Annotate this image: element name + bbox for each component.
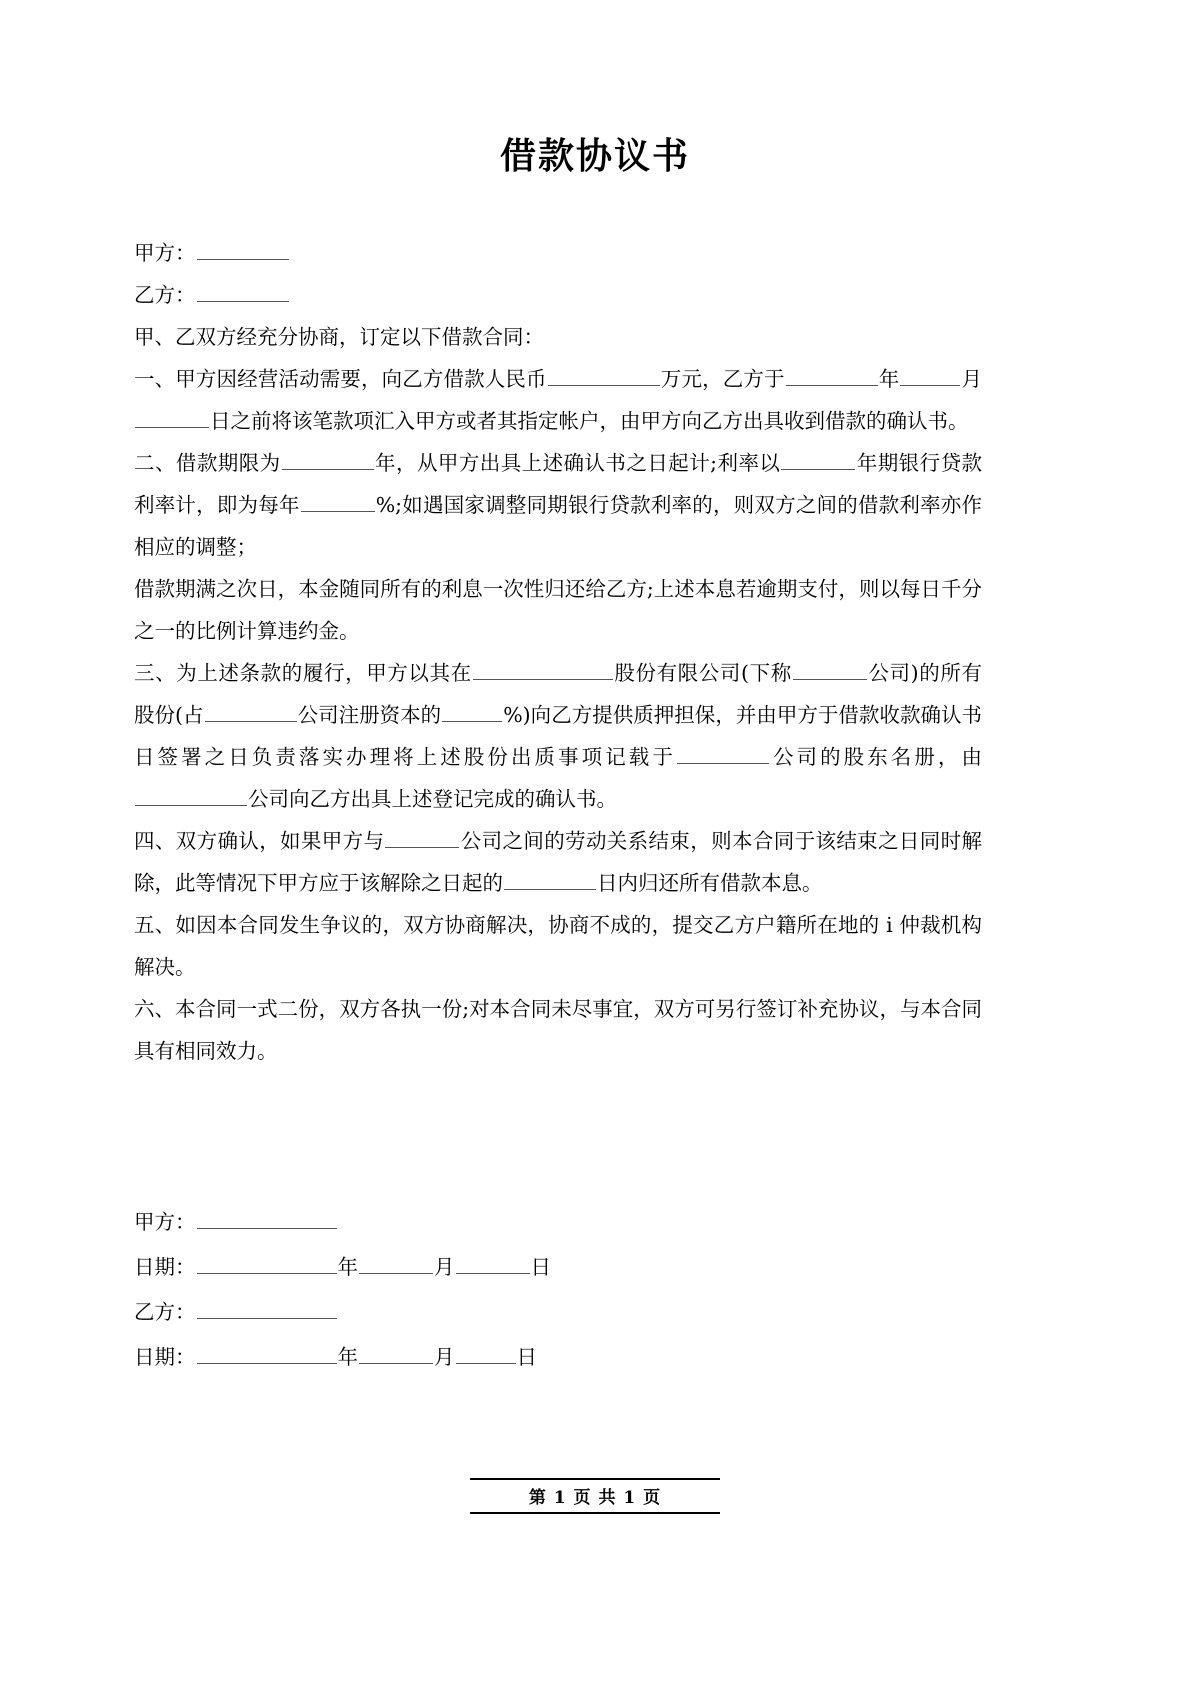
clause-2-seg-2: 年期银行贷款利率计，即为每年 (134, 451, 983, 517)
signature-block (134, 1200, 834, 1380)
clause-2 (134, 442, 982, 568)
signature-b-day-blank[interactable] (456, 1344, 516, 1364)
preamble: 甲、乙双方经充分协商，订定以下借款合同： (134, 325, 544, 349)
signature-party-a-date-label: 日期： (134, 1255, 196, 1279)
clause-1-seg-2: 年 (878, 367, 900, 391)
page-footer (0, 1478, 1190, 1514)
signature-party-a-date (134, 1245, 834, 1290)
page-title: 借款协议书 (499, 135, 690, 177)
signature-b-month-unit: 月 (434, 1345, 455, 1369)
signature-b-year-blank[interactable] (197, 1344, 337, 1364)
clause-1-seg-4: 日之前将该笔款项汇入甲方或者其指定帐户，由甲方向乙方出具收到借款的确认书。 (210, 409, 969, 433)
party-b-blank[interactable] (197, 282, 289, 302)
signature-b-day-unit: 日 (516, 1345, 537, 1369)
clause-3-seg-6: 公司向乙方出具上述登记完成的确认书。 (248, 787, 617, 811)
signature-a-month-blank[interactable] (359, 1254, 433, 1274)
signature-party-a-label: 甲方： (134, 1210, 196, 1234)
clause-3-issuer-company-blank[interactable] (135, 786, 247, 806)
signature-party-a-blank[interactable] (197, 1209, 337, 1229)
clause-3 (134, 652, 982, 820)
clause-4 (134, 820, 982, 904)
clause-2-rate-period-blank[interactable] (781, 450, 855, 470)
party-a-blank[interactable] (197, 240, 289, 260)
clause-1-year-blank[interactable] (786, 366, 878, 386)
party-a-line (134, 232, 982, 274)
signature-a-day-blank[interactable] (456, 1254, 530, 1274)
signature-a-year-blank[interactable] (197, 1254, 337, 1274)
clause-5: 五、如因本合同发生争议的，双方协商解决，协商不成的，提交乙方户籍所在地的 i 仲裁机构解决。 (134, 913, 982, 979)
clause-3-shortname-blank[interactable] (793, 660, 867, 680)
signature-party-b-label: 乙方： (134, 1300, 196, 1324)
document-body (134, 232, 982, 1072)
clause-3-capital-company-blank[interactable] (205, 702, 297, 722)
clause-4-seg-0: 四、双方确认，如果甲方与 (134, 829, 385, 853)
signature-party-b-date-label: 日期： (134, 1345, 196, 1369)
clause-4-company-blank[interactable] (385, 828, 459, 848)
clause-3-seg-3: 公司注册资本的 (297, 703, 442, 727)
signature-a-year-unit: 年 (337, 1255, 358, 1279)
clause-1-day-blank[interactable] (135, 408, 209, 428)
clause-1-seg-1: 万元，乙方于 (660, 367, 785, 391)
clause-3-percent-blank[interactable] (442, 702, 502, 722)
signature-b-year-unit: 年 (337, 1345, 358, 1369)
clause-2-seg-3: %;如遇国家调整同期银行贷款利率的，则双方之间的借款利率亦作相应的调整； (134, 493, 983, 559)
clause-2-seg-0: 二、借款期限为 (134, 451, 281, 475)
clause-1-seg-0: 一、甲方因经营活动需要，向乙方借款人民币 (134, 367, 547, 391)
signature-a-day-unit: 日 (530, 1255, 551, 1279)
signature-party-a (134, 1200, 834, 1245)
signature-party-b-blank[interactable] (197, 1299, 337, 1319)
clause-3-seg-2: 公司)的所有股份(占 (134, 661, 982, 727)
clause-3-company-blank[interactable] (473, 660, 613, 680)
signature-party-b-date (134, 1335, 834, 1380)
clause-4-seg-1: 公司之间的劳动关系结束，则本合同于该结束之日同时解除，此等情况下甲方应于该解除之日起的 (134, 829, 983, 895)
clause-4-seg-2: 日内归还所有借款本息。 (597, 871, 823, 895)
signature-party-b (134, 1290, 834, 1335)
clause-2-seg-1: 年，从甲方出具上述确认书之日起计;利率以 (374, 451, 781, 475)
clause-3-register-company-blank[interactable] (677, 744, 769, 764)
clause-3-seg-0: 三、为上述条款的履行，甲方以其在 (134, 661, 472, 685)
clause-3-seg-5: 公司的股东名册，由 (769, 745, 982, 769)
party-b-line (134, 274, 982, 316)
signature-b-month-blank[interactable] (359, 1344, 433, 1364)
clause-2-rate-blank[interactable] (301, 492, 375, 512)
clause-2-term-blank[interactable] (282, 450, 374, 470)
party-b-label: 乙方： (134, 283, 196, 307)
signature-a-month-unit: 月 (434, 1255, 455, 1279)
clause-3-seg-4: %)向乙方提供质押担保，并由甲方于借款收款确认书日签署之日负责落实办理将上述股份出质事项记载于 (134, 703, 982, 769)
clause-1-amount-blank[interactable] (548, 366, 660, 386)
clause-6: 六、本合同一式二份，双方各执一份;对本合同未尽事宜，双方可另行签订补充协议，与本合同具有相同效力。 (134, 997, 982, 1063)
clause-1-month-blank[interactable] (900, 366, 960, 386)
clause-2b: 借款期满之次日，本金随同所有的利息一次性归还给乙方;上述本息若逾期支付，则以每日千分之一的比例计算违约金。 (134, 577, 982, 643)
clause-1-seg-3: 月 (961, 367, 983, 391)
clause-4-days-blank[interactable] (504, 870, 596, 890)
clause-1 (134, 358, 982, 442)
page-number: 第 1 页 共 1 页 (470, 1478, 720, 1514)
clause-3-seg-1: 股份有限公司(下称 (613, 661, 792, 685)
party-a-label: 甲方： (134, 241, 196, 265)
